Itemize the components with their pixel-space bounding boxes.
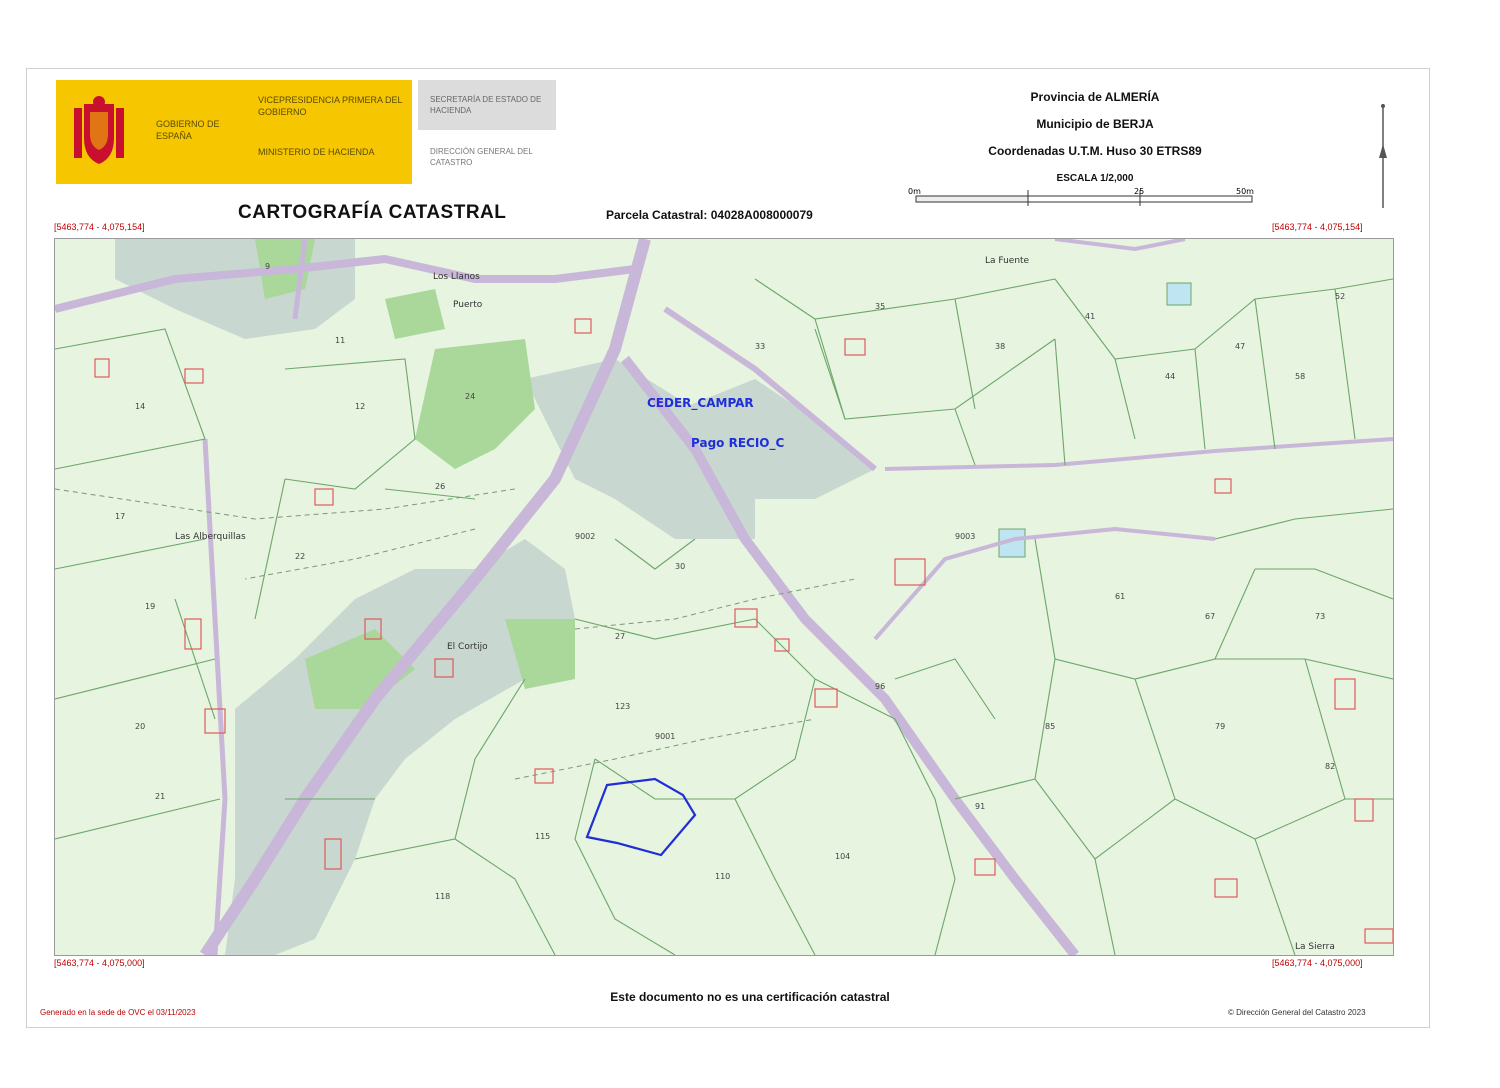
parcel-number: 85 xyxy=(1045,722,1056,731)
parcel-number: 82 xyxy=(1325,762,1336,771)
ministry-name-1: VICEPRESIDENCIA PRIMERA DEL GOBIERNO xyxy=(258,95,403,117)
corner-coord-bottom-left: [5463,774 - 4,075,000] xyxy=(54,958,145,968)
map-annotation-1: CEDER_CAMPAR xyxy=(647,396,754,410)
parcel-number: 24 xyxy=(465,392,476,401)
parcel-number: 19 xyxy=(145,602,156,611)
parcel-number: 26 xyxy=(435,482,446,491)
map-canvas xyxy=(55,239,1393,955)
secretariat-box: SECRETARÍA DE ESTADO DE HACIENDA xyxy=(418,80,556,130)
parcel-number: 91 xyxy=(975,802,986,811)
parcel-number: 58 xyxy=(1295,372,1306,381)
parcel-number: 17 xyxy=(115,512,126,521)
government-header xyxy=(56,80,412,184)
green-block xyxy=(385,289,445,339)
green-block xyxy=(415,339,535,469)
ministry-name-2: MINISTERIO DE HACIENDA xyxy=(258,147,375,157)
parcel-number: 115 xyxy=(535,832,551,841)
coat-of-arms-icon xyxy=(68,94,130,170)
parcel-number: 9 xyxy=(265,262,271,271)
page-title: CARTOGRAFÍA CATASTRAL xyxy=(238,202,507,223)
place-label: La Fuente xyxy=(985,256,1030,266)
corner-coord-bottom-right: [5463,774 - 4,075,000] xyxy=(1272,958,1363,968)
parcel-number: 9003 xyxy=(955,532,976,541)
place-label: La Sierra xyxy=(1295,942,1335,952)
parcel-number: 52 xyxy=(1335,292,1346,301)
scale-label: ESCALA 1/2,000 xyxy=(1056,173,1134,184)
parcel-number: 20 xyxy=(135,722,146,731)
place-label: Las Alberquillas xyxy=(175,532,246,542)
scale-tick-0: 0m xyxy=(908,187,921,196)
parcel-number: 9001 xyxy=(655,732,676,741)
parcel-number: 47 xyxy=(1235,342,1246,351)
place-label: El Cortijo xyxy=(447,642,488,652)
cadastral-map[interactable] xyxy=(54,238,1394,956)
place-label: Puerto xyxy=(453,300,483,310)
coordinates-label: Coordenadas U.T.M. Huso 30 ETRS89 xyxy=(988,144,1202,158)
parcel-number: 96 xyxy=(875,682,886,691)
parcel-number: 14 xyxy=(135,402,146,411)
parcel-number: 79 xyxy=(1215,722,1226,731)
parcel-number: 22 xyxy=(295,552,306,561)
scale-bar xyxy=(906,186,1266,212)
parcel-number: 118 xyxy=(435,892,451,901)
parcel-number: 12 xyxy=(355,402,366,411)
parcel-number: 35 xyxy=(875,302,886,311)
parcel-number: 123 xyxy=(615,702,631,711)
parcel-reference: Parcela Catastral: 04028A008000079 xyxy=(606,208,813,222)
place-label: Los Llanos xyxy=(433,272,480,282)
gov-name: GOBIERNO DE ESPAÑA xyxy=(156,119,220,141)
scale-tick-2: 50m xyxy=(1236,187,1254,196)
generation-note: Generado en la sede de OVC el 03/11/2023 xyxy=(40,1008,196,1017)
parcel-number: 11 xyxy=(335,336,346,345)
parcel-number: 33 xyxy=(755,342,766,351)
scale-tick-1: 25 xyxy=(1134,187,1145,196)
parcel-number: 38 xyxy=(995,342,1006,351)
selected-parcel[interactable] xyxy=(587,779,695,855)
parcel-number: 27 xyxy=(615,632,626,641)
parcel-number: 9002 xyxy=(575,532,596,541)
parcel-number: 44 xyxy=(1165,372,1176,381)
parcel-number: 73 xyxy=(1315,612,1326,621)
parcel-number: 104 xyxy=(835,852,851,861)
disclaimer: Este documento no es una certificación catastral xyxy=(610,990,890,1004)
parcel-number: 30 xyxy=(675,562,686,571)
location-info xyxy=(900,84,1290,192)
water-pond xyxy=(1167,283,1191,305)
north-arrow-icon xyxy=(1376,100,1390,212)
catastro-office: DIRECCIÓN GENERAL DEL CATASTRO xyxy=(430,147,533,167)
parcel-number: 21 xyxy=(155,792,166,801)
copyright-note: © Dirección General del Catastro 2023 xyxy=(1228,1008,1366,1017)
corner-coord-top-left: [5463,774 - 4,075,154] xyxy=(54,222,145,232)
municipality-label: Municipio de BERJA xyxy=(1036,117,1154,131)
province-label: Provincia de ALMERÍA xyxy=(1030,90,1160,104)
parcel-number: 41 xyxy=(1085,312,1096,321)
map-annotation-2: Pago RECIO_C xyxy=(691,436,785,450)
corner-coord-top-right: [5463,774 - 4,075,154] xyxy=(1272,222,1363,232)
parcel-number: 61 xyxy=(1115,592,1126,601)
parcel-number: 67 xyxy=(1205,612,1216,621)
parcel-number: 110 xyxy=(715,872,731,881)
